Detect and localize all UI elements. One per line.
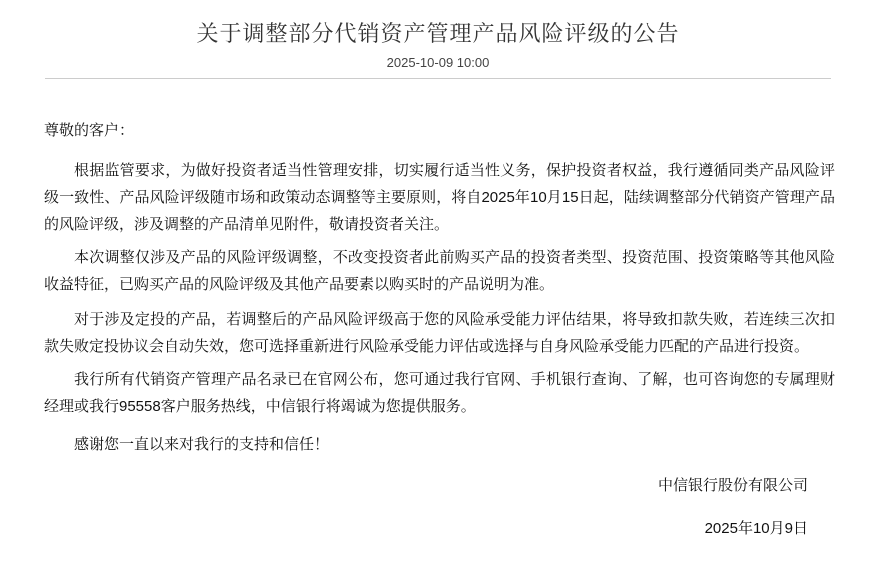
signature-company: 中信银行股份有限公司 (657, 477, 808, 494)
signature-date: 2025年10月9日 (704, 520, 808, 537)
announcement-page (0, 21, 876, 569)
paragraph-adjustment-notice: 根据监管要求，为做好投资者适当性管理安排，切实履行适当性义务，保护投资者权益，我行遵循同类产品风险评级一致性、产品风险评级随市场和政策动态调整等主要原则，将自2025年10月15日起，陆续调整部分代销资产管理产品的风险评级，涉及调整的产品清单见附件，敬请投资者关注。 (44, 162, 835, 233)
paragraph-scope-of-adjustment: 本次调整仅涉及产品的风险评级调整，不改变投资者此前购买产品的投资者类型、投资范围、投资策略等其他风险收益特征，已购买产品的风险评级及其他产品要素以购买时的产品说明为准。 (44, 249, 835, 293)
announcement-header (0, 21, 876, 79)
announcement-body (0, 117, 876, 542)
paragraph-auto-invest-impact: 对于涉及定投的产品，若调整后的产品风险评级高于您的风险承受能力评估结果，将导致扣款失败，若连续三次扣款失败定投协议会自动失效，您可选择重新进行风险承受能力评估或选择与自身风险承受能力匹配的产品进行投资。 (44, 311, 835, 355)
salutation: 尊敬的客户： (44, 122, 135, 139)
paragraph-product-catalog-service: 我行所有代销资产管理产品名录已在官网公布，您可通过我行官网、手机银行查询、了解，也可咨询您的专属理财经理或我行95558客户服务热线，中信银行将竭诚为您提供服务。 (44, 371, 835, 415)
publish-datetime: 2025-10-09 10:00 (386, 55, 490, 70)
header-divider (45, 78, 831, 79)
paragraph-thanks: 感谢您一直以来对我行的支持和信任！ (74, 436, 330, 453)
page-title: 关于调整部分代销资产管理产品风险评级的公告 (196, 21, 680, 46)
